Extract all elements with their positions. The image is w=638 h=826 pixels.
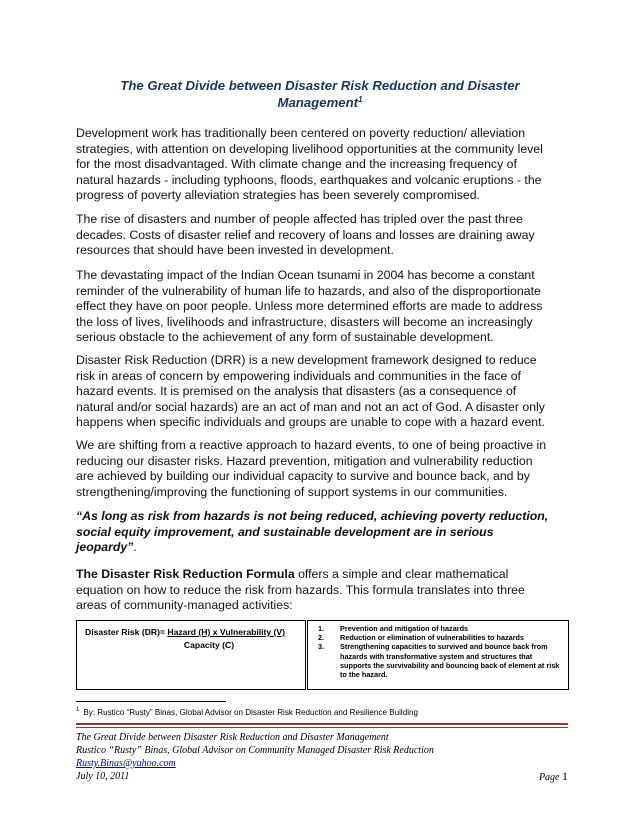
footer-email-link[interactable]: Rusty.Binas@yahoo.com bbox=[76, 758, 176, 769]
title-footnote-marker: 1 bbox=[358, 95, 363, 104]
formula-lhs: Disaster Risk (DR)= bbox=[85, 627, 168, 637]
activity-number: 3. bbox=[318, 642, 325, 652]
footer-rule-thin bbox=[76, 727, 568, 728]
formula-numerator-line bbox=[85, 627, 297, 637]
document-title-text: The Great Divide between Disaster Risk Reduction and Disaster Management bbox=[120, 78, 520, 110]
page-number bbox=[539, 770, 568, 784]
quote-end: . bbox=[133, 540, 137, 554]
activity-text: Strengthening capacities to survived and bounce back from hazards with transformative system and structures that supports the survivability and bouncing back of element at risk to the hazard. bbox=[340, 642, 560, 680]
paragraph-tsunami: The devastating impact of the Indian Ocean tsunami in 2004 has become a constant reminder of the vulnerability of human life to hazards, and also of the disproportionate effect they have on poor people. Unless more determined efforts are made to address the loss of lives, livelihoods and infrastructure, disasters will become an increasingly serious obstacle to the achievement of any form of sustainable development. bbox=[76, 268, 543, 344]
paragraph-rise-of-disasters: The rise of disasters and number of people affected has tripled over the past three decades. Costs of disaster relief and recovery of loans and losses are draining away resources that should have been invested in development. bbox=[76, 212, 535, 257]
footnote-text: By: Rustico “Rusty” Binas, Global Advisor on Disaster Risk Reduction and Resilience Building bbox=[83, 708, 419, 717]
page-footer bbox=[76, 731, 568, 784]
formula-denominator: Capacity (C) bbox=[183, 640, 235, 650]
activity-text: Reduction or elimination of vulnerabilities to hazards bbox=[340, 633, 525, 643]
footer-rule-thick bbox=[76, 723, 568, 725]
page-number-value: 1 bbox=[562, 769, 568, 783]
paragraph-poverty-reduction: Development work has traditionally been centered on poverty reduction/ alleviation strategies, with attention on developing livelihood opportunities at the community level for the most disadvantaged. With climate change and the increasing frequency of natural hazards - including typhoons, floods, earthquakes and volcanic eruptions - the progress of poverty alleviation strategies has been severely compromised. bbox=[76, 126, 543, 202]
activity-number: 2. bbox=[318, 633, 325, 643]
activity-text: Prevention and mitigation of hazards bbox=[340, 624, 469, 633]
formula-numerator: Hazard (H) x Vulnerability (V) bbox=[167, 627, 286, 637]
quote-paragraph bbox=[76, 509, 566, 556]
footer-date: July 10, 2011 bbox=[76, 771, 130, 782]
footnote bbox=[76, 708, 576, 717]
activity-number: 1. bbox=[318, 624, 325, 633]
paragraph-drr-definition: Disaster Risk Reduction (DRR) is a new development framework designed to reduce risk in areas of concern by empowering individuals and communities in the face of hazard events. It is premised on the analysis that disasters (as a consequence of natural and/or social hazards) are an act of man and not an act of God. A disaster only happens when specific individuals and groups are unable to cope with a hazard event. bbox=[76, 353, 545, 429]
activities-list bbox=[318, 624, 562, 679]
formula-intro-paragraph bbox=[76, 567, 566, 614]
activities-box bbox=[307, 620, 569, 690]
formula-intro-rest: offers a simple and clear mathematical equation on how to reduce the risk from hazards. This formula translates into three areas of community-managed activities: bbox=[76, 567, 525, 612]
footnote-separator bbox=[76, 701, 226, 702]
paragraph-proactive-approach: We are shifting from a reactive approach to hazard events, to one of being proactive in reducing our disaster risks. Hazard prevention, mitigation and vulnerability reduction are achieved by building our individual capacity to survive and bounce back, and by strengthening/improving the functioning of support systems in our communities. bbox=[76, 438, 547, 499]
page-label: Page bbox=[538, 772, 562, 783]
activity-item bbox=[318, 642, 562, 679]
activity-item bbox=[318, 624, 562, 633]
footer-last-row bbox=[76, 770, 568, 784]
formula-intro-bold: The Disaster Risk Reduction Formula bbox=[76, 567, 295, 581]
footer-author: Rustico “Rusty” Binas, Global Advisor on Community Managed Disaster Risk Reduction bbox=[76, 745, 434, 756]
quote-text: “As long as risk from hazards is not being reduced, achieving poverty reduction, social equity improvement, and sustainable development are in serious jeopardy” bbox=[76, 509, 549, 554]
footnote-marker: 1 bbox=[76, 707, 80, 713]
footer-document-title: The Great Divide between Disaster Risk Reduction and Disaster Management bbox=[76, 732, 389, 743]
activity-item bbox=[318, 633, 562, 642]
formula-box bbox=[76, 620, 306, 690]
document-title bbox=[80, 77, 560, 111]
